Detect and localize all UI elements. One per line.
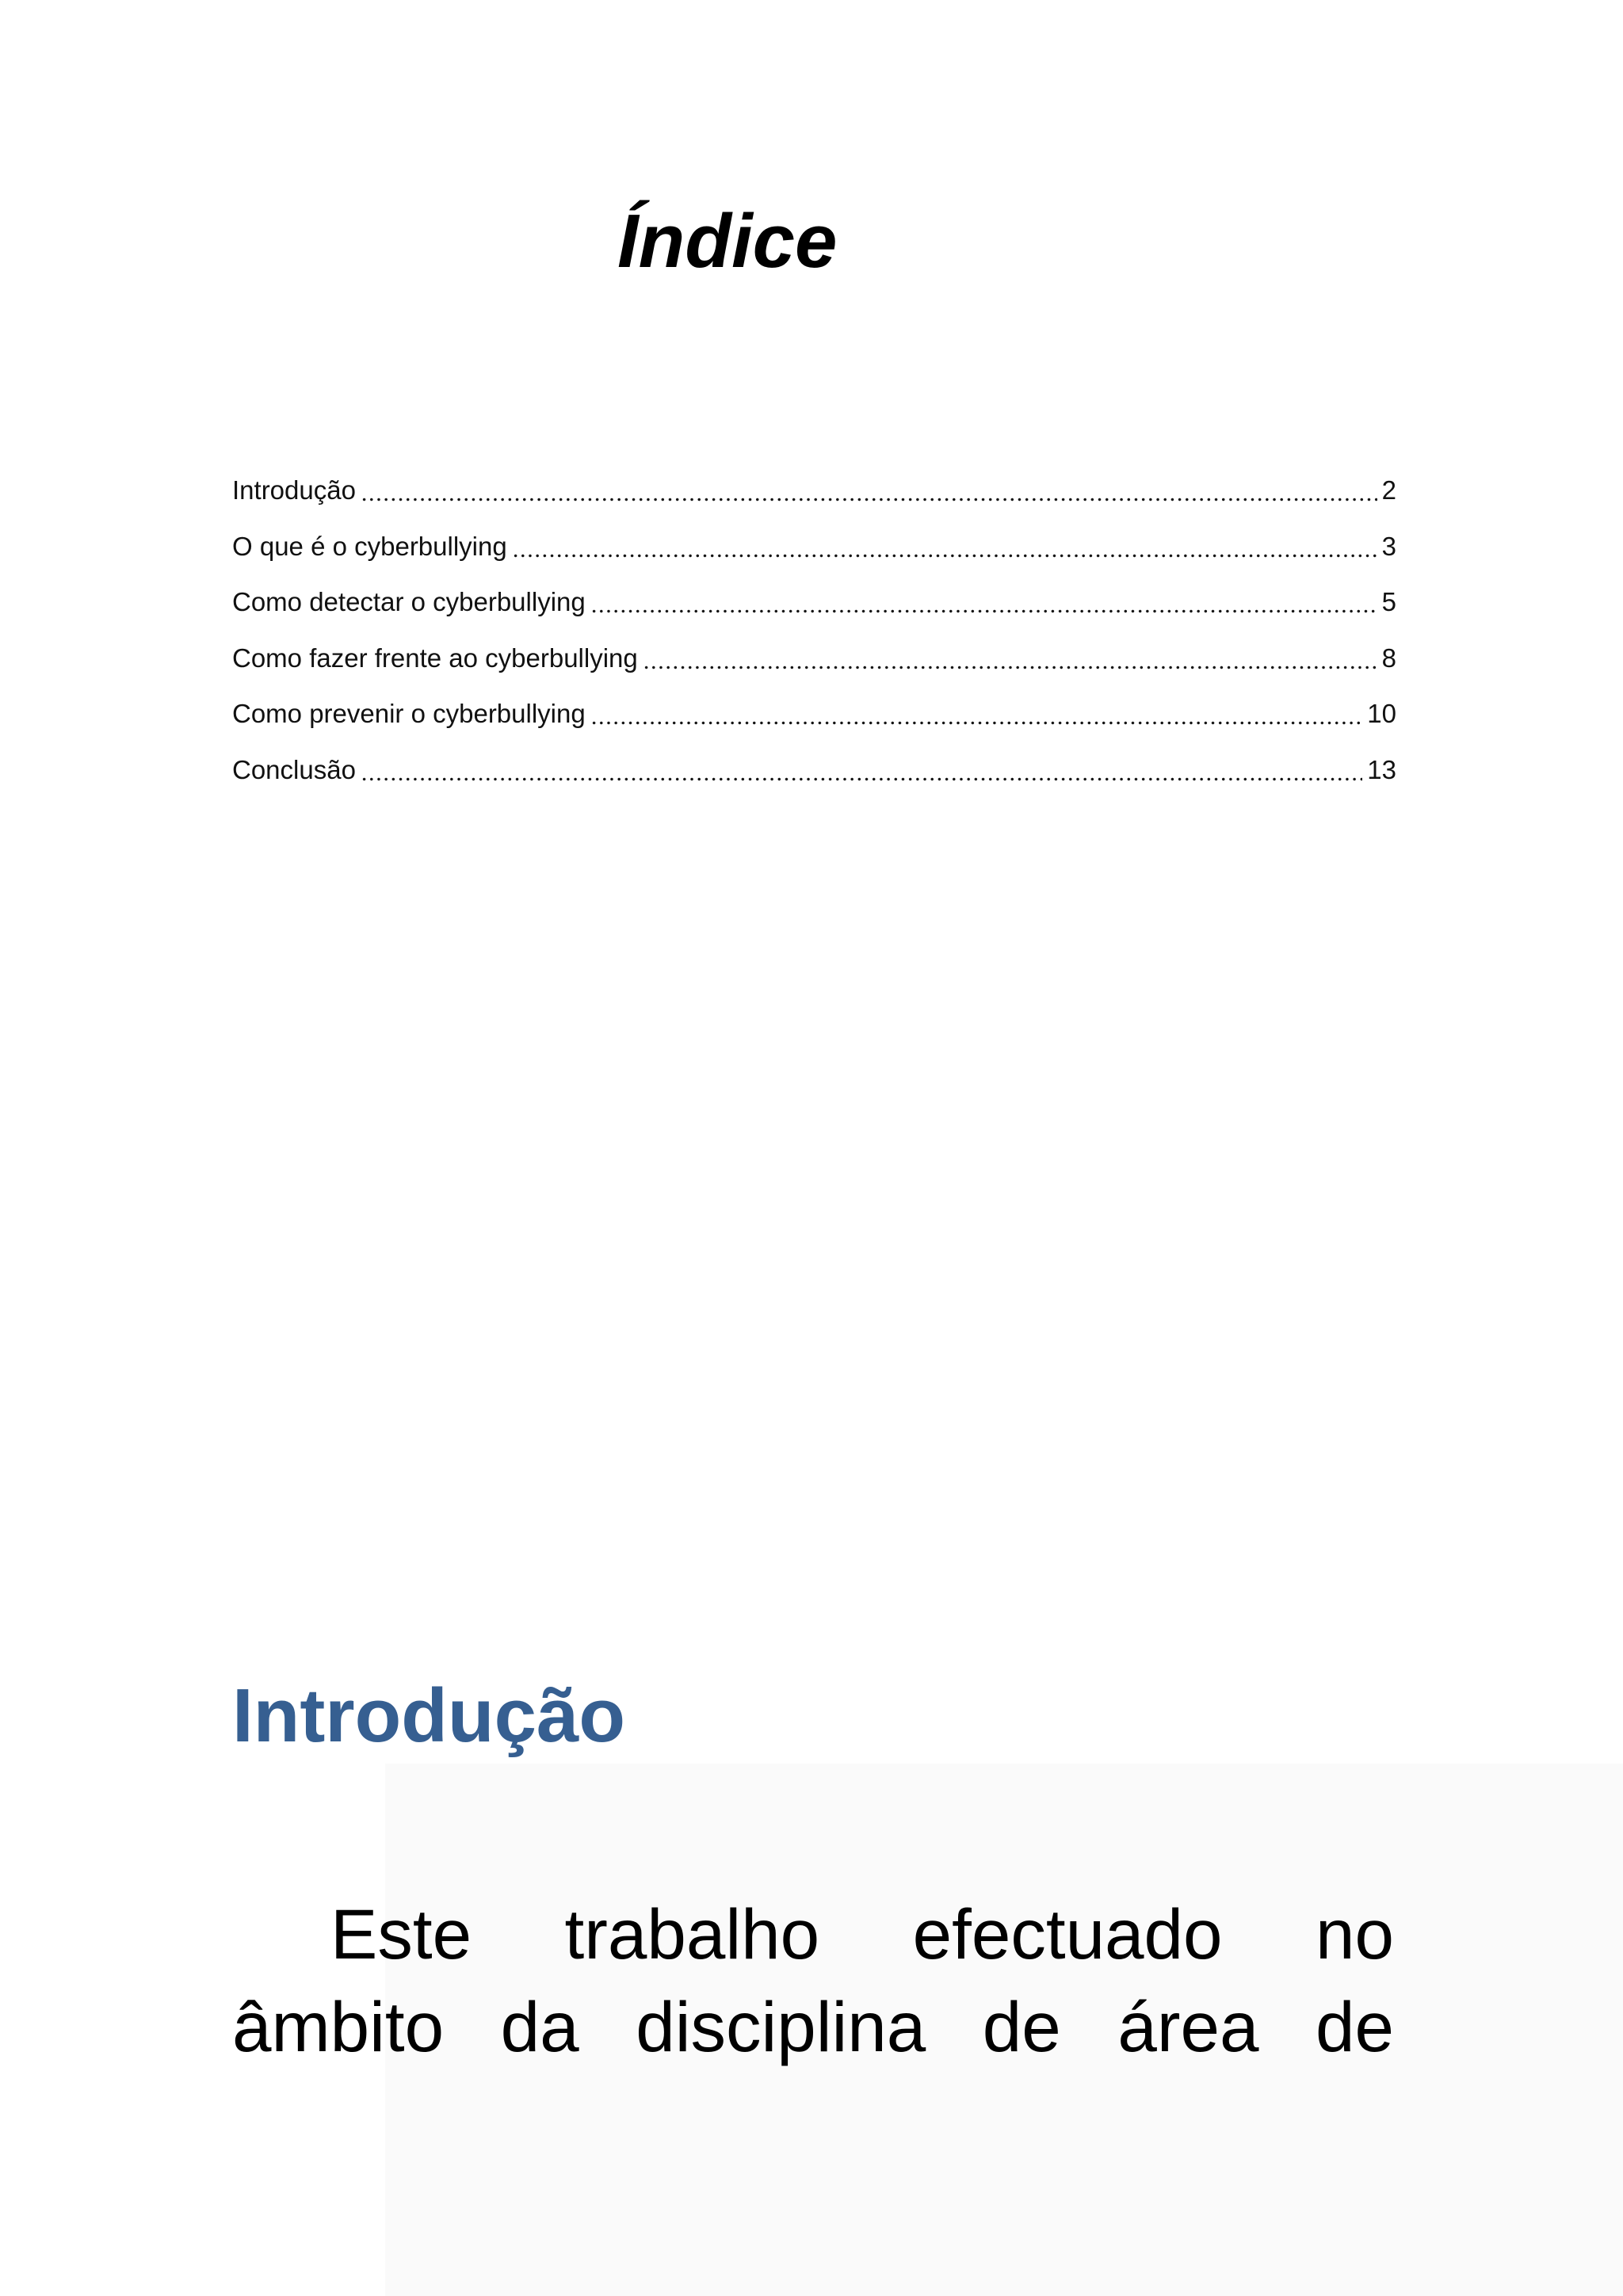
toc-entry-como-prevenir[interactable] [232,686,1396,742]
intro-paragraph [232,1888,1394,2073]
toc-entry-page-number: 2 [1381,475,1396,505]
toc-leader-dots [590,574,1377,631]
toc-entry-conclusao[interactable] [232,742,1396,799]
table-of-contents [232,463,1396,798]
toc-entry-label: Conclusão [232,754,356,784]
toc-entry-label: Introdução [232,475,356,505]
toc-leader-dots [361,742,1362,799]
toc-entry-label: O que é o cyberbullying [232,531,507,561]
toc-entry-page-number: 13 [1367,754,1396,784]
section-heading: Introdução [232,1673,625,1758]
toc-entry-page-number: 5 [1381,587,1396,616]
toc-entry-como-fazer-frente[interactable] [232,631,1396,687]
toc-entry-introducao[interactable] [232,463,1396,519]
toc-entry-page-number: 10 [1367,699,1396,728]
toc-title: Índice [617,199,838,284]
paragraph-line: âmbito da disciplina de área de [232,1987,1394,2066]
toc-leader-dots [361,463,1377,519]
toc-leader-dots [512,519,1377,575]
toc-entry-label: Como prevenir o cyberbullying [232,699,586,728]
toc-leader-dots [643,631,1377,687]
toc-entry-label: Como fazer frente ao cyberbullying [232,643,638,673]
toc-entry-page-number: 8 [1381,643,1396,673]
paragraph-line: Este trabalho efectuado no [330,1894,1394,1974]
toc-entry-label: Como detectar o cyberbullying [232,587,586,616]
toc-leader-dots [590,686,1363,742]
toc-entry-o-que-e[interactable] [232,519,1396,575]
toc-entry-page-number: 3 [1381,531,1396,561]
toc-entry-como-detectar[interactable] [232,574,1396,631]
